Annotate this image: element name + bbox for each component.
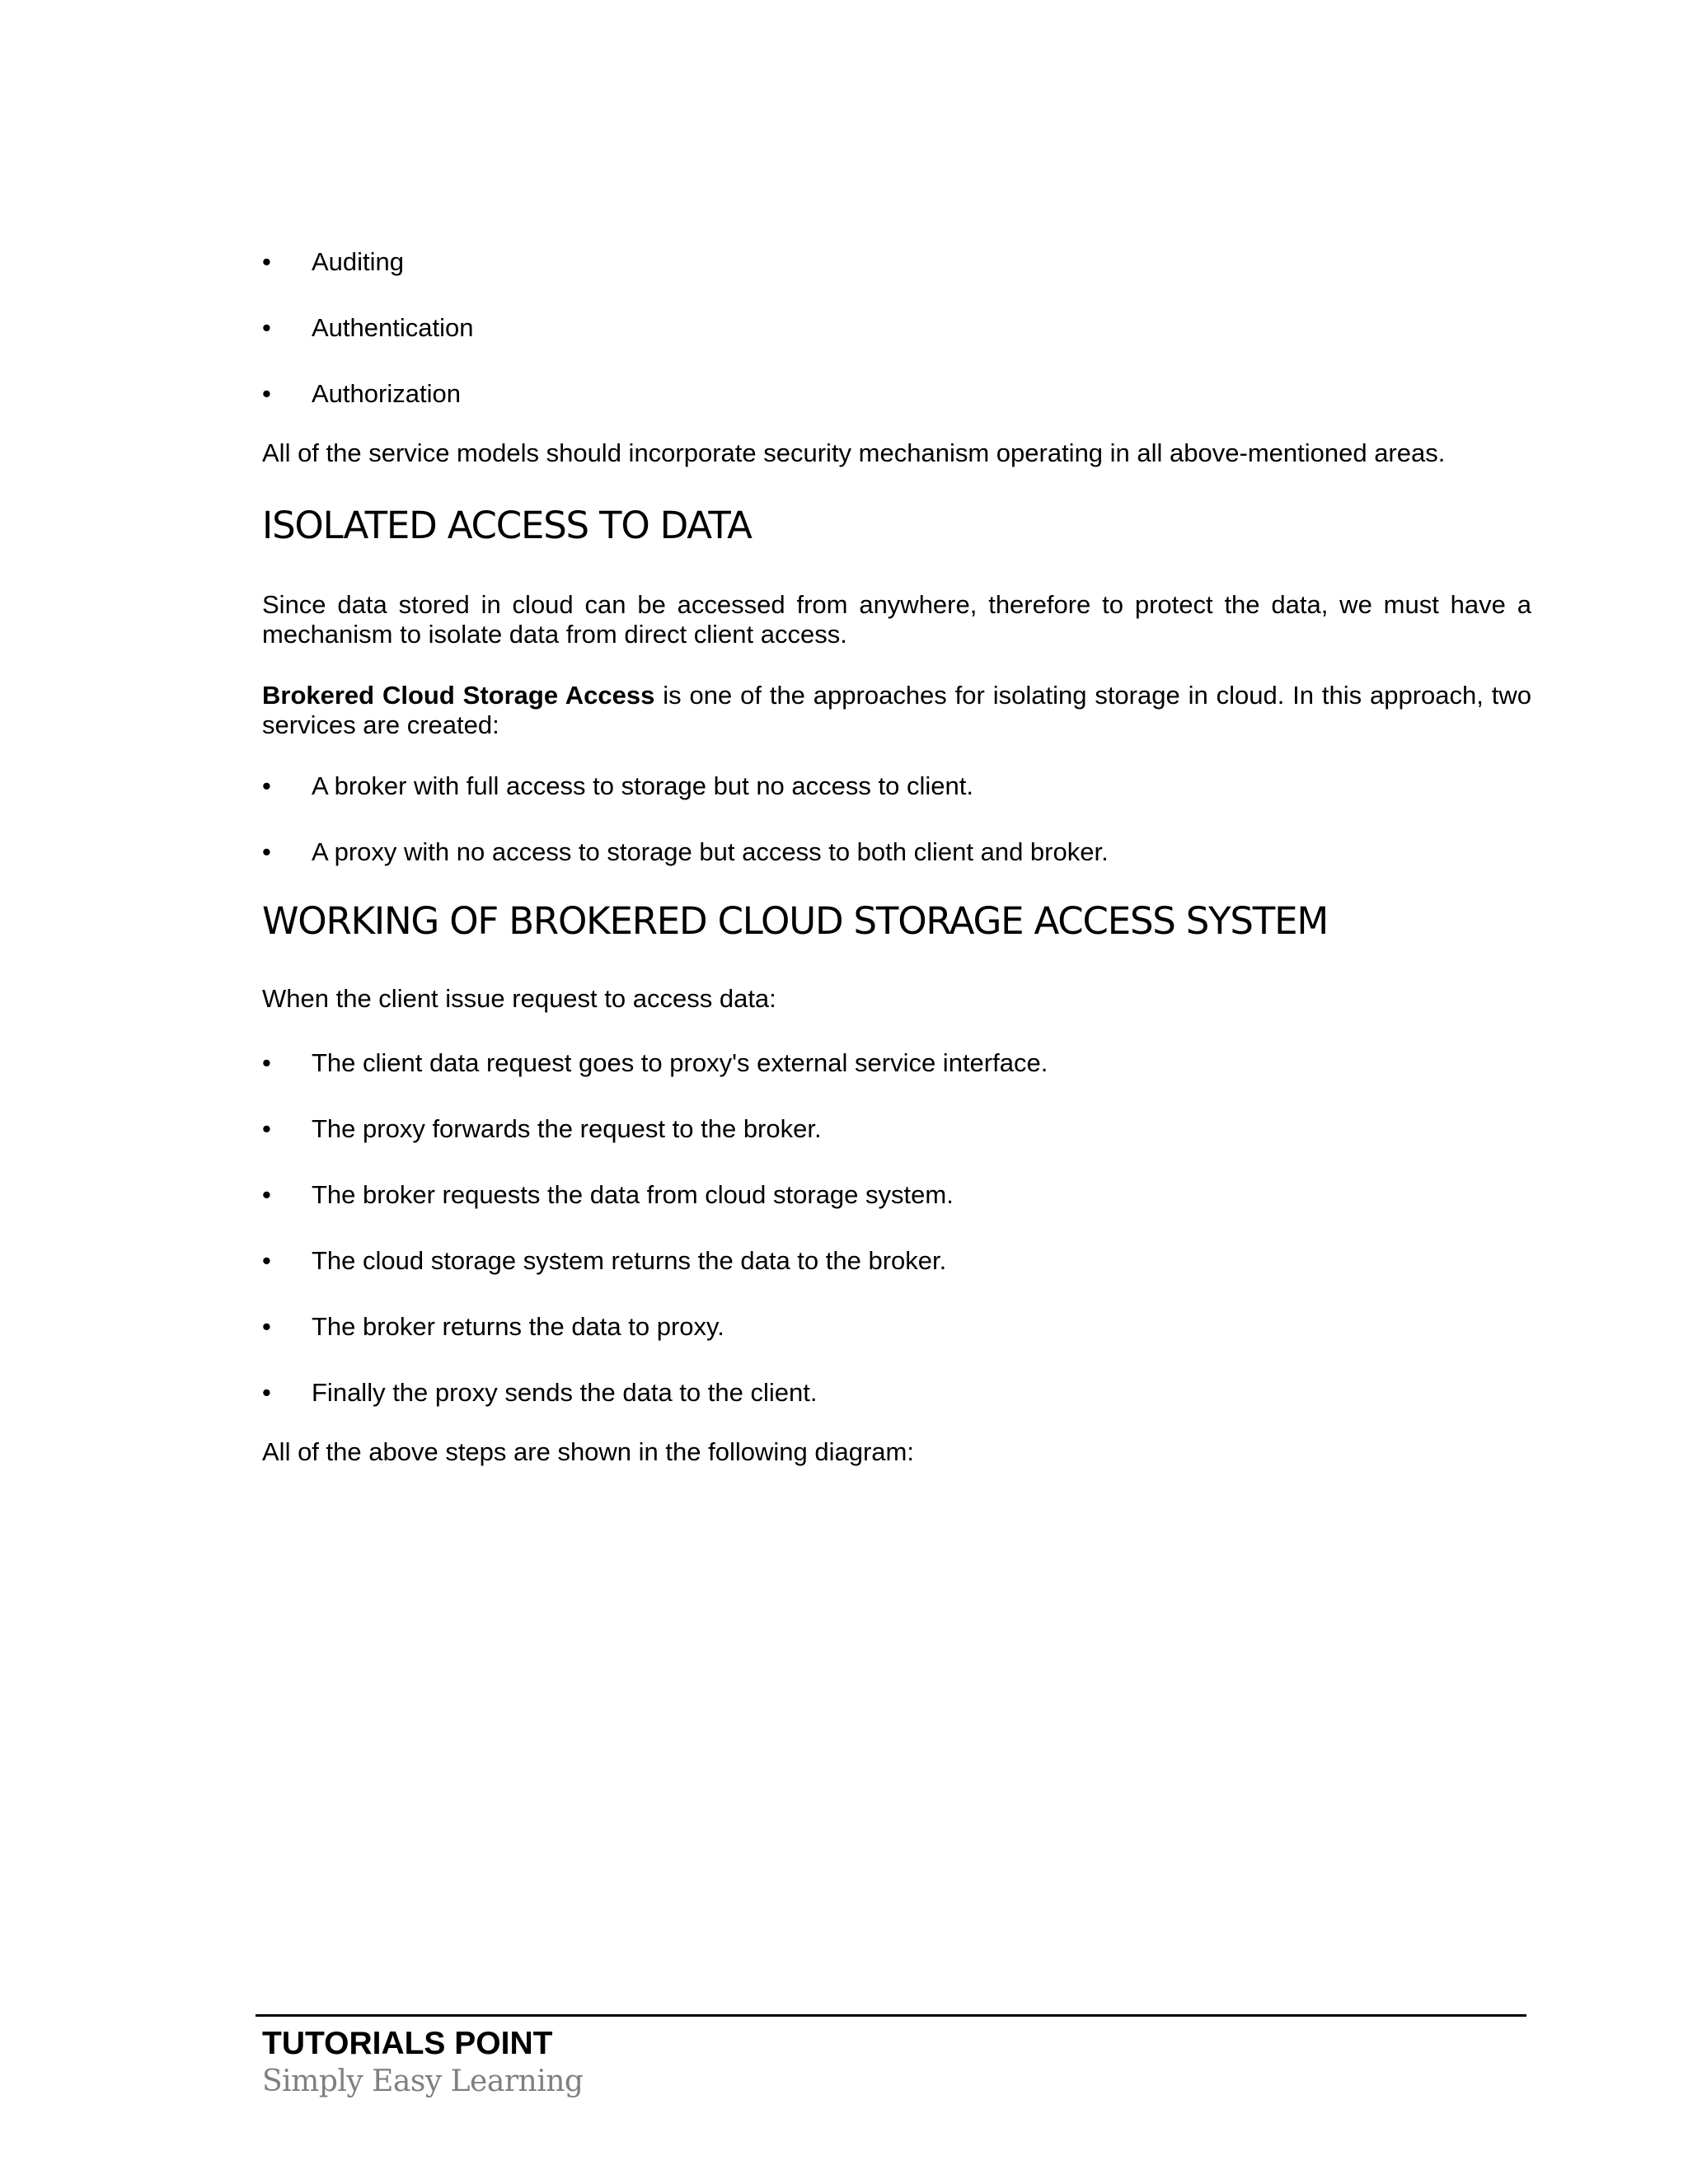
bullet-icon: • <box>262 1378 271 1407</box>
list-item <box>262 836 1531 869</box>
footer-tagline: Simply Easy Learning <box>262 2064 584 2098</box>
bullet-icon: • <box>262 379 271 408</box>
bullet-icon: • <box>262 1312 271 1341</box>
list-item <box>262 770 1531 803</box>
working-intro-paragraph: When the client issue request to access data: <box>262 984 776 1013</box>
list-item-text: The client data request goes to proxy's external service interface. <box>312 1048 1048 1077</box>
footer-brand: TUTORIALS POINT <box>262 2026 553 2061</box>
list-item <box>262 1376 1531 1409</box>
list-item-text: Authentication <box>312 313 474 342</box>
footer-divider <box>256 2014 1526 2017</box>
list-item-text: The broker requests the data from cloud storage system. <box>312 1180 954 1209</box>
intro-paragraph: All of the service models should incorporate security mechanism operating in all above-mentioned areas. <box>262 438 1446 467</box>
brokered-description: is one of the approaches for isolating storage in cloud. In this approach, two services are created: <box>262 681 1531 739</box>
list-item <box>262 1047 1531 1080</box>
bullet-icon: • <box>262 1246 271 1275</box>
brokered-term: Brokered Cloud Storage Access <box>262 681 655 710</box>
section-heading-isolated-access: ISOLATED ACCESS TO DATA <box>262 504 752 547</box>
isolated-access-paragraph: Since data stored in cloud can be accessed from anywhere, therefore to protect the data, we must have a mechanism to isolate data from direct client access. <box>262 590 1531 649</box>
bullet-icon: • <box>262 313 271 342</box>
list-item <box>262 1179 1531 1212</box>
request-steps-list <box>262 1047 1531 1409</box>
bullet-icon: • <box>262 837 271 866</box>
bullet-icon: • <box>262 1180 271 1209</box>
list-item-text: Finally the proxy sends the data to the client. <box>312 1378 818 1407</box>
brokered-paragraph <box>262 681 1531 740</box>
diagram-lead-in-paragraph: All of the above steps are shown in the following diagram: <box>262 1437 914 1466</box>
bullet-icon: • <box>262 1048 271 1077</box>
list-item-text: A proxy with no access to storage but access to both client and broker. <box>312 837 1109 866</box>
security-areas-list <box>262 246 1531 410</box>
list-item-text: Auditing <box>312 247 405 276</box>
bullet-icon: • <box>262 1114 271 1143</box>
list-item <box>262 1244 1531 1277</box>
page-content <box>262 246 1531 1467</box>
list-item <box>262 377 1531 410</box>
section-heading-working: WORKING OF BROKERED CLOUD STORAGE ACCESS SYSTEM <box>262 899 1328 943</box>
list-item-text: A broker with full access to storage but no access to client. <box>312 771 973 800</box>
list-item-text: The cloud storage system returns the data to the broker. <box>312 1246 947 1275</box>
list-item-text: The proxy forwards the request to the broker. <box>312 1114 822 1143</box>
list-item <box>262 1310 1531 1343</box>
bullet-icon: • <box>262 771 271 800</box>
list-item-text: Authorization <box>312 379 461 408</box>
list-item-text: The broker returns the data to proxy. <box>312 1312 724 1341</box>
list-item <box>262 246 1531 279</box>
services-list <box>262 770 1531 869</box>
page-footer <box>256 2014 1526 2101</box>
bullet-icon: • <box>262 247 271 276</box>
list-item <box>262 1113 1531 1146</box>
list-item <box>262 312 1531 344</box>
